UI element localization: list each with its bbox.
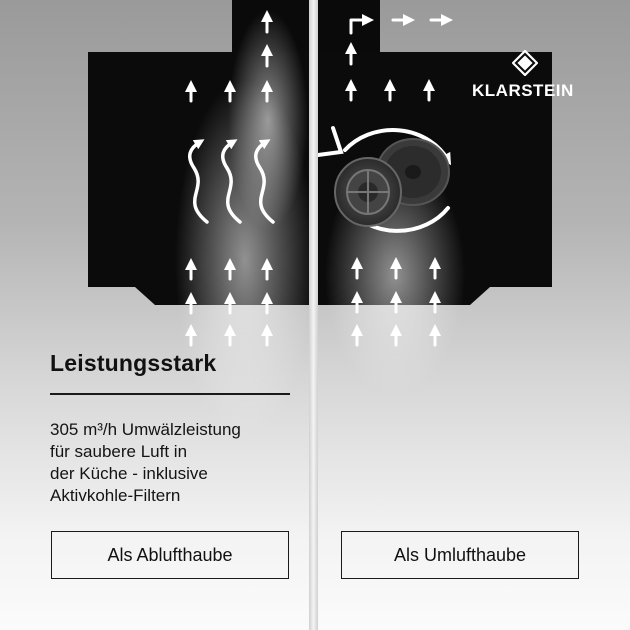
feature-heading: Leistungsstark (50, 350, 217, 376)
klarstein-diamond-icon (512, 50, 538, 76)
brand-name: KLARSTEIN (472, 81, 574, 100)
description-line: für saubere Luft in (50, 442, 188, 461)
panel-divider (309, 0, 318, 630)
exhaust-mode-button[interactable]: Als Ablufthaube (51, 531, 289, 579)
steam-left-upper (228, 10, 308, 230)
description-line: 305 m³/h Umwälzleistung (50, 420, 241, 439)
carbon-filter-icon (335, 158, 401, 226)
recirculation-mode-button[interactable]: Als Umlufthaube (341, 531, 579, 579)
description-line: Aktivkohle-Filtern (50, 486, 181, 505)
description-line: der Küche - inklusive (50, 464, 208, 483)
brand-logo (472, 50, 587, 105)
feature-description (50, 419, 300, 507)
heading-underline (50, 393, 290, 395)
